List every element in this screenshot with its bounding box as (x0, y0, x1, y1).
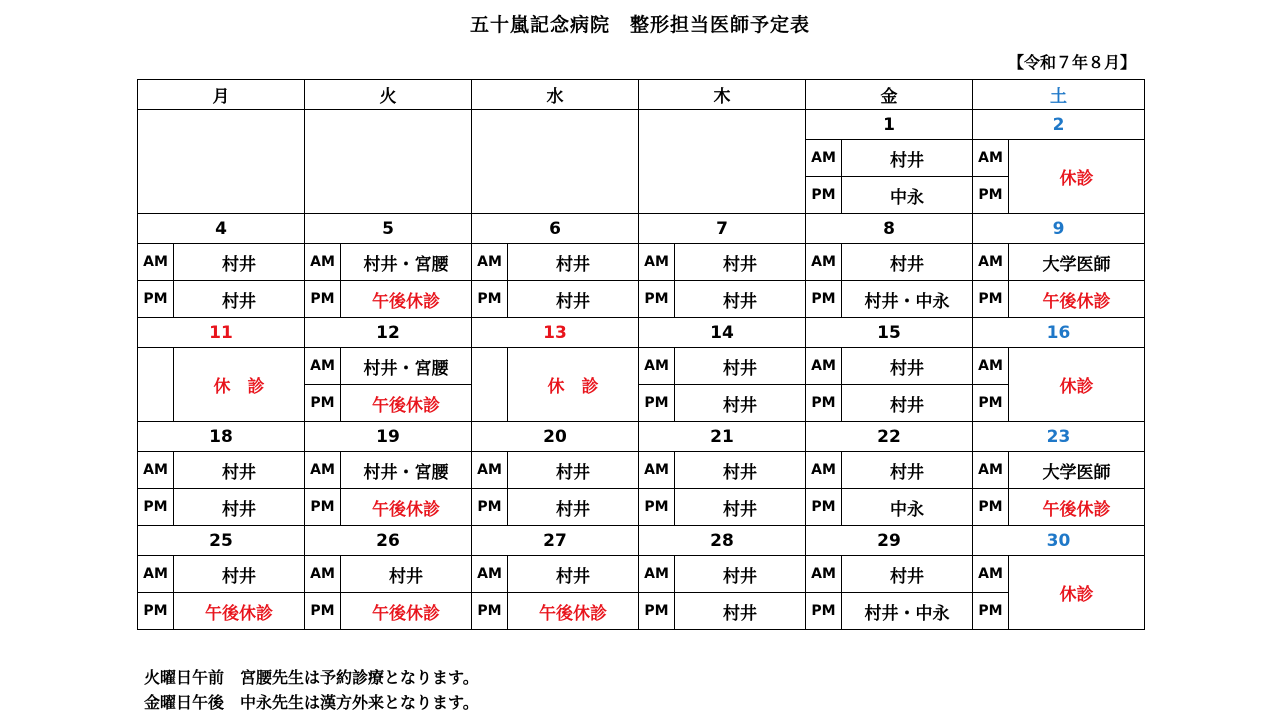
date-cell: 25 (138, 526, 305, 556)
am-row (138, 556, 1145, 593)
pm-label: PM (973, 177, 1009, 214)
weekday-header: 金 (806, 80, 973, 110)
pm-label: PM (639, 385, 675, 422)
am-doctor: 村井 (675, 452, 806, 489)
date-cell: 4 (138, 214, 305, 244)
date-row (138, 318, 1145, 348)
pm-doctor: 村井 (675, 281, 806, 318)
pm-label: PM (138, 593, 174, 630)
closed-cell: 休 診 (174, 348, 305, 422)
pm-label: PM (806, 385, 842, 422)
pm-label: PM (973, 385, 1009, 422)
date-cell: 9 (973, 214, 1145, 244)
date-cell: 7 (639, 214, 806, 244)
pm-doctor: 村井 (675, 489, 806, 526)
am-doctor: 村井 (675, 556, 806, 593)
am-label: AM (806, 244, 842, 281)
am-doctor: 村井 (842, 556, 973, 593)
empty-day-cell (138, 110, 305, 214)
am-label: AM (138, 556, 174, 593)
pm-label: PM (806, 489, 842, 526)
am-row (138, 244, 1145, 281)
date-cell: 6 (472, 214, 639, 244)
am-label: AM (305, 348, 341, 385)
pm-label: PM (973, 281, 1009, 318)
notes (144, 665, 479, 715)
am-doctor: 大学医師 (1009, 452, 1145, 489)
schedule-table (137, 79, 1145, 630)
weekday-header: 水 (472, 80, 639, 110)
date-cell: 22 (806, 422, 973, 452)
date-row (138, 422, 1145, 452)
am-row (138, 452, 1145, 489)
weekday-header: 火 (305, 80, 472, 110)
am-doctor: 村井 (842, 348, 973, 385)
pm-doctor: 村井 (508, 281, 639, 318)
pm-doctor: 午後休診 (341, 385, 472, 422)
date-cell: 16 (973, 318, 1145, 348)
pm-label: PM (305, 385, 341, 422)
empty-day-cell (305, 110, 472, 214)
empty-day-cell (472, 110, 639, 214)
date-row (138, 214, 1145, 244)
am-doctor: 村井・宮腰 (341, 244, 472, 281)
am-label: AM (639, 452, 675, 489)
closed-cell: 休診 (1009, 140, 1145, 214)
date-cell: 11 (138, 318, 305, 348)
pm-doctor: 中永 (842, 177, 973, 214)
date-cell: 19 (305, 422, 472, 452)
am-doctor: 村井 (842, 452, 973, 489)
am-label: AM (639, 244, 675, 281)
weekday-header: 月 (138, 80, 305, 110)
pm-row (138, 281, 1145, 318)
date-cell: 26 (305, 526, 472, 556)
am-doctor: 大学医師 (1009, 244, 1145, 281)
pm-label: PM (138, 281, 174, 318)
pm-row (138, 489, 1145, 526)
am-label: AM (639, 556, 675, 593)
am-label: AM (639, 348, 675, 385)
am-label: AM (472, 452, 508, 489)
pm-label: PM (472, 593, 508, 630)
pm-label: PM (806, 177, 842, 214)
am-doctor: 村井 (675, 244, 806, 281)
date-cell: 8 (806, 214, 973, 244)
empty-day-cell (639, 110, 806, 214)
am-label: AM (973, 556, 1009, 593)
am-doctor: 村井 (174, 556, 305, 593)
closed-cell: 休 診 (508, 348, 639, 422)
pm-doctor: 午後休診 (1009, 281, 1145, 318)
pm-label: PM (639, 281, 675, 318)
empty-label-cell (472, 348, 508, 422)
weekday-header: 木 (639, 80, 806, 110)
pm-doctor: 午後休診 (341, 593, 472, 630)
am-label: AM (305, 556, 341, 593)
date-cell: 14 (639, 318, 806, 348)
pm-label: PM (305, 489, 341, 526)
date-cell: 23 (973, 422, 1145, 452)
date-cell: 29 (806, 526, 973, 556)
pm-label: PM (472, 281, 508, 318)
pm-label: PM (472, 489, 508, 526)
pm-doctor: 村井 (842, 385, 973, 422)
am-label: AM (973, 348, 1009, 385)
date-row (138, 110, 1145, 140)
am-label: AM (305, 452, 341, 489)
date-cell: 28 (639, 526, 806, 556)
pm-label: PM (806, 593, 842, 630)
am-doctor: 村井 (341, 556, 472, 593)
weekday-header-row (138, 80, 1145, 110)
date-cell: 12 (305, 318, 472, 348)
date-cell: 1 (806, 110, 973, 140)
am-label: AM (806, 348, 842, 385)
am-doctor: 村井 (174, 452, 305, 489)
pm-doctor: 村井・中永 (842, 593, 973, 630)
date-cell: 27 (472, 526, 639, 556)
date-row (138, 526, 1145, 556)
am-doctor: 村井 (842, 140, 973, 177)
pm-doctor: 午後休診 (341, 489, 472, 526)
pm-label: PM (639, 593, 675, 630)
pm-label: PM (138, 489, 174, 526)
date-cell: 15 (806, 318, 973, 348)
am-label: AM (806, 452, 842, 489)
pm-doctor: 村井 (174, 281, 305, 318)
am-label: AM (305, 244, 341, 281)
date-cell: 2 (973, 110, 1145, 140)
date-cell: 30 (973, 526, 1145, 556)
am-row (138, 348, 1145, 385)
closed-cell: 休診 (1009, 348, 1145, 422)
closed-cell: 休診 (1009, 556, 1145, 630)
pm-label: PM (639, 489, 675, 526)
am-doctor: 村井・宮腰 (341, 348, 472, 385)
pm-doctor: 午後休診 (1009, 489, 1145, 526)
am-label: AM (973, 244, 1009, 281)
page-title: 五十嵐記念病院 整形担当医師予定表 (469, 14, 810, 36)
am-label: AM (973, 140, 1009, 177)
pm-doctor: 午後休診 (508, 593, 639, 630)
am-label: AM (973, 452, 1009, 489)
pm-label: PM (305, 281, 341, 318)
pm-doctor: 村井 (675, 593, 806, 630)
am-label: AM (806, 140, 842, 177)
pm-label: PM (973, 593, 1009, 630)
am-doctor: 村井 (508, 556, 639, 593)
pm-doctor: 村井 (508, 489, 639, 526)
pm-label: PM (305, 593, 341, 630)
am-doctor: 村井 (508, 452, 639, 489)
date-cell: 5 (305, 214, 472, 244)
date-cell: 20 (472, 422, 639, 452)
date-cell: 13 (472, 318, 639, 348)
note-line: 金曜日午後 中永先生は漢方外来となります。 (144, 693, 479, 712)
am-label: AM (806, 556, 842, 593)
empty-label-cell (138, 348, 174, 422)
pm-doctor: 村井 (174, 489, 305, 526)
am-doctor: 村井・宮腰 (341, 452, 472, 489)
date-cell: 21 (639, 422, 806, 452)
am-label: AM (138, 452, 174, 489)
am-label: AM (472, 244, 508, 281)
am-doctor: 村井 (508, 244, 639, 281)
pm-doctor: 中永 (842, 489, 973, 526)
note-line: 火曜日午前 宮腰先生は予約診療となります。 (144, 668, 479, 687)
pm-label: PM (973, 489, 1009, 526)
weekday-header: 土 (973, 80, 1145, 110)
am-label: AM (138, 244, 174, 281)
pm-label: PM (806, 281, 842, 318)
pm-row (138, 593, 1145, 630)
am-doctor: 村井 (675, 348, 806, 385)
date-cell: 18 (138, 422, 305, 452)
am-label: AM (472, 556, 508, 593)
pm-doctor: 村井 (675, 385, 806, 422)
pm-doctor: 村井・中永 (842, 281, 973, 318)
pm-doctor: 午後休診 (341, 281, 472, 318)
am-doctor: 村井 (842, 244, 973, 281)
pm-doctor: 午後休診 (174, 593, 305, 630)
am-doctor: 村井 (174, 244, 305, 281)
period-label: 【令和７年８月】 (1007, 53, 1136, 72)
